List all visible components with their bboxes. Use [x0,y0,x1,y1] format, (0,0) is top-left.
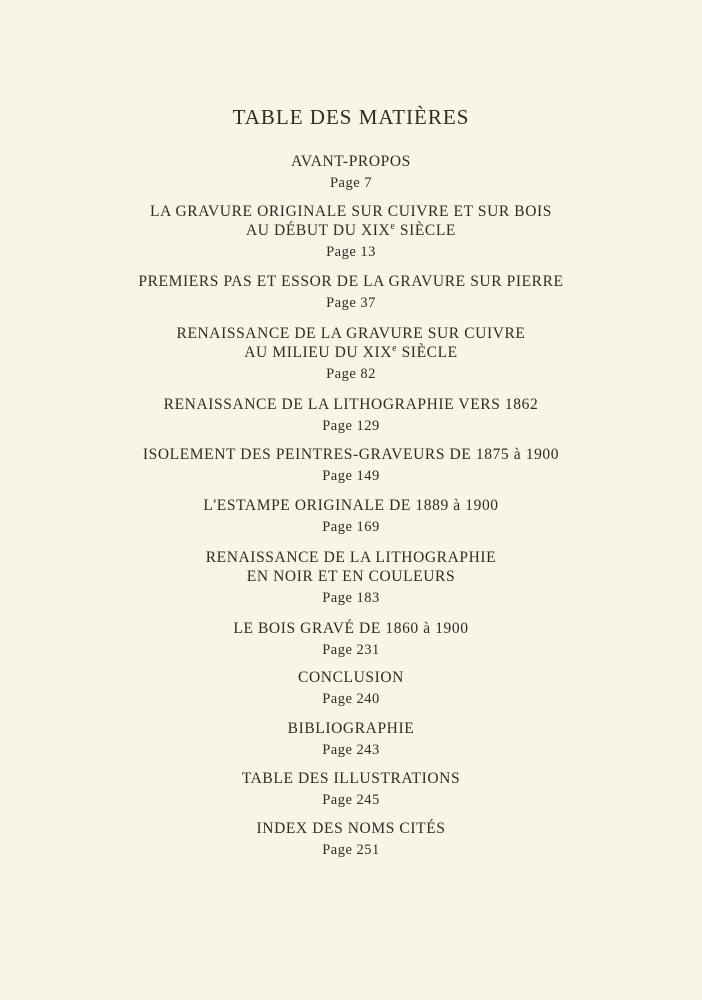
toc-entry-gravure-originale [0,202,702,261]
toc-entry-page: Page 37 [326,295,376,311]
toc-entry-title: LA GRAVURE ORIGINALE SUR CUIVRE ET SUR BOIS [150,203,552,220]
toc-entry-title: INDEX DES NOMS CITÉS [256,820,446,837]
toc-entry-title: AVANT-PROPOS [291,153,411,170]
toc-entry-title: RENAISSANCE DE LA LITHOGRAPHIE VERS 1862 [163,396,539,413]
toc-entry-page: Page 7 [329,175,373,191]
toc-entry-page: Page 13 [326,244,376,260]
toc-entry-page: Page 231 [322,642,380,658]
toc-entry-title-line-2: AU MILIEU DU XIXe SIÈCLE [244,342,458,361]
toc-entry-premiers-pas [0,272,702,312]
toc-entry-bibliographie [0,719,702,759]
toc-entry-bois-grave [0,619,702,659]
toc-entry-table-illustrations [0,769,702,809]
toc-entry-avant-propos [0,152,702,192]
toc-entry-index-noms [0,819,702,859]
toc-entry-renaissance-lithographie-couleurs [0,548,702,607]
toc-entry-title: LE BOIS GRAVÉ DE 1860 à 1900 [233,620,469,637]
toc-entry-title: BIBLIOGRAPHIE [287,720,415,737]
toc-entry-page: Page 243 [322,742,380,758]
toc-entry-title-line-2: AU DÉBUT DU XIXe SIÈCLE [246,220,456,239]
toc-entry-renaissance-cuivre [0,324,702,383]
toc-entry-title: PREMIERS PAS ET ESSOR DE LA GRAVURE SUR PIERRE [138,273,564,290]
toc-entry-page: Page 183 [322,590,380,606]
toc-entry-page: Page 149 [322,468,380,484]
toc-entry-page: Page 240 [322,691,380,707]
toc-entry-renaissance-lithographie-1862 [0,395,702,435]
toc-entry-title: CONCLUSION [298,669,404,686]
toc-entry-title: ISOLEMENT DES PEINTRES-GRAVEURS DE 1875 à 1900 [142,446,560,463]
toc-title: TABLE DES MATIÈRES [232,105,470,129]
toc-entry-estampe-originale [0,496,702,536]
toc-entry-conclusion [0,668,702,708]
toc-entry-isolement [0,445,702,485]
toc-entry-page: Page 251 [322,842,380,858]
toc-entry-page: Page 129 [322,418,380,434]
toc-entry-title: RENAISSANCE DE LA LITHOGRAPHIE [205,549,497,566]
toc-entry-page: Page 82 [326,366,376,382]
toc-entry-title: L'ESTAMPE ORIGINALE DE 1889 à 1900 [203,497,499,514]
toc-entry-page: Page 245 [322,792,380,808]
toc-entry-title: RENAISSANCE DE LA GRAVURE SUR CUIVRE [176,325,526,342]
toc-entry-title-line-2: EN NOIR ET EN COULEURS [246,568,456,585]
toc-entry-page: Page 169 [322,519,380,535]
toc-entry-title: TABLE DES ILLUSTRATIONS [241,770,461,787]
